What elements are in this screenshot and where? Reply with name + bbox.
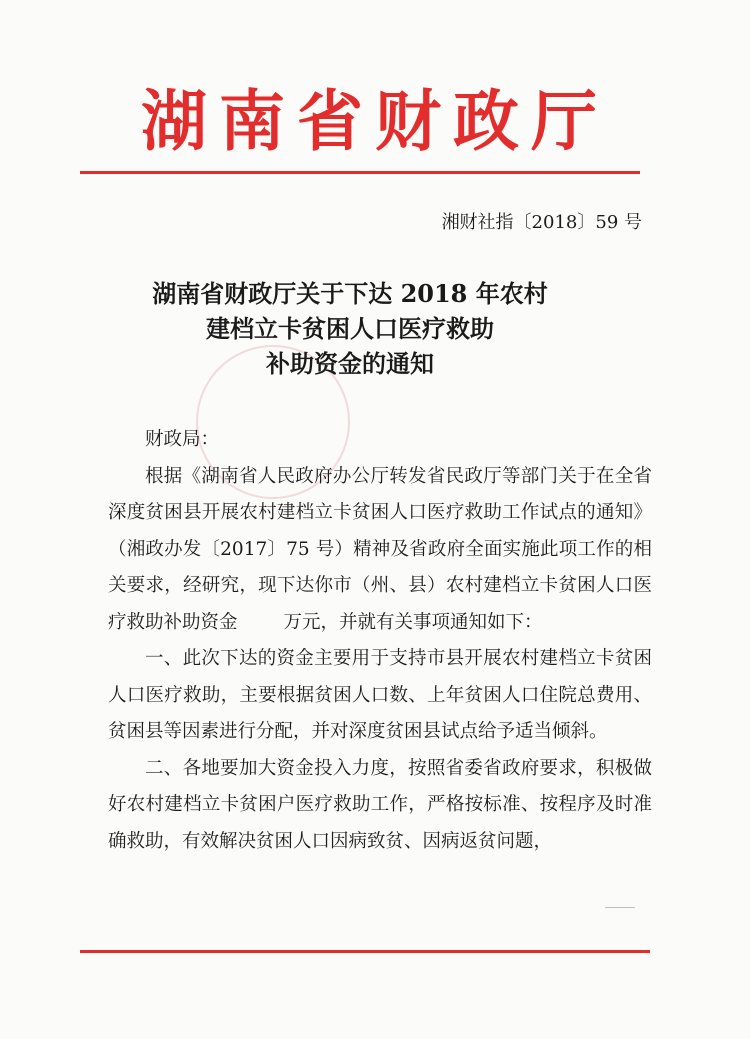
paragraph-1-text: 根据《湖南省人民政府办公厅转发省民政厅等部门关于在全省深度贫困县开展农村建档立卡贫困人口医疗救助工作试点的通知》（湘政办发〔2017〕75 号）精神及省政府全面实施此项工作的相关要求，经研究，现下达你市（州、县）农村建档立卡贫困人口医疗救助补助资金 [108, 465, 652, 633]
document-number: 湘财社指〔2018〕59 号 [441, 212, 642, 233]
footer-red-rule [80, 950, 650, 953]
page-number-mark [605, 907, 635, 908]
title-line-1: 湖南省财政厅关于下达 2018 年农村 [152, 279, 548, 308]
paragraph-2: 一、此次下达的资金主要用于支持市县开展农村建档立卡贫困人口医疗救助，主要根据贫困人口数、上年贫困人口住院总费用、贫困县等因素进行分配，并对深度贫困县试点给予适当倾斜。 [108, 648, 652, 742]
paragraph-3: 二、各地要加大资金投入力度，按照省委省政府要求，积极做好农村建档立卡贫困户医疗救助工作，严格按标准、按程序及时准确救助，有效解决贫困人口因病致贫、因病返贫问题， [108, 757, 652, 852]
title-line-3: 补助资金的通知 [266, 349, 434, 378]
document-title [120, 276, 580, 381]
header-red-rule [80, 171, 640, 174]
paragraph-1 [108, 459, 652, 642]
document-body [108, 422, 652, 860]
issuer-header: 湖南省财政厅 [141, 83, 609, 160]
title-line-2: 建档立卡贫困人口医疗救助 [206, 314, 494, 343]
salutation: 财政局： [145, 429, 220, 450]
paragraph-1-tail: 万元，并就有关事项通知如下： [283, 611, 543, 633]
